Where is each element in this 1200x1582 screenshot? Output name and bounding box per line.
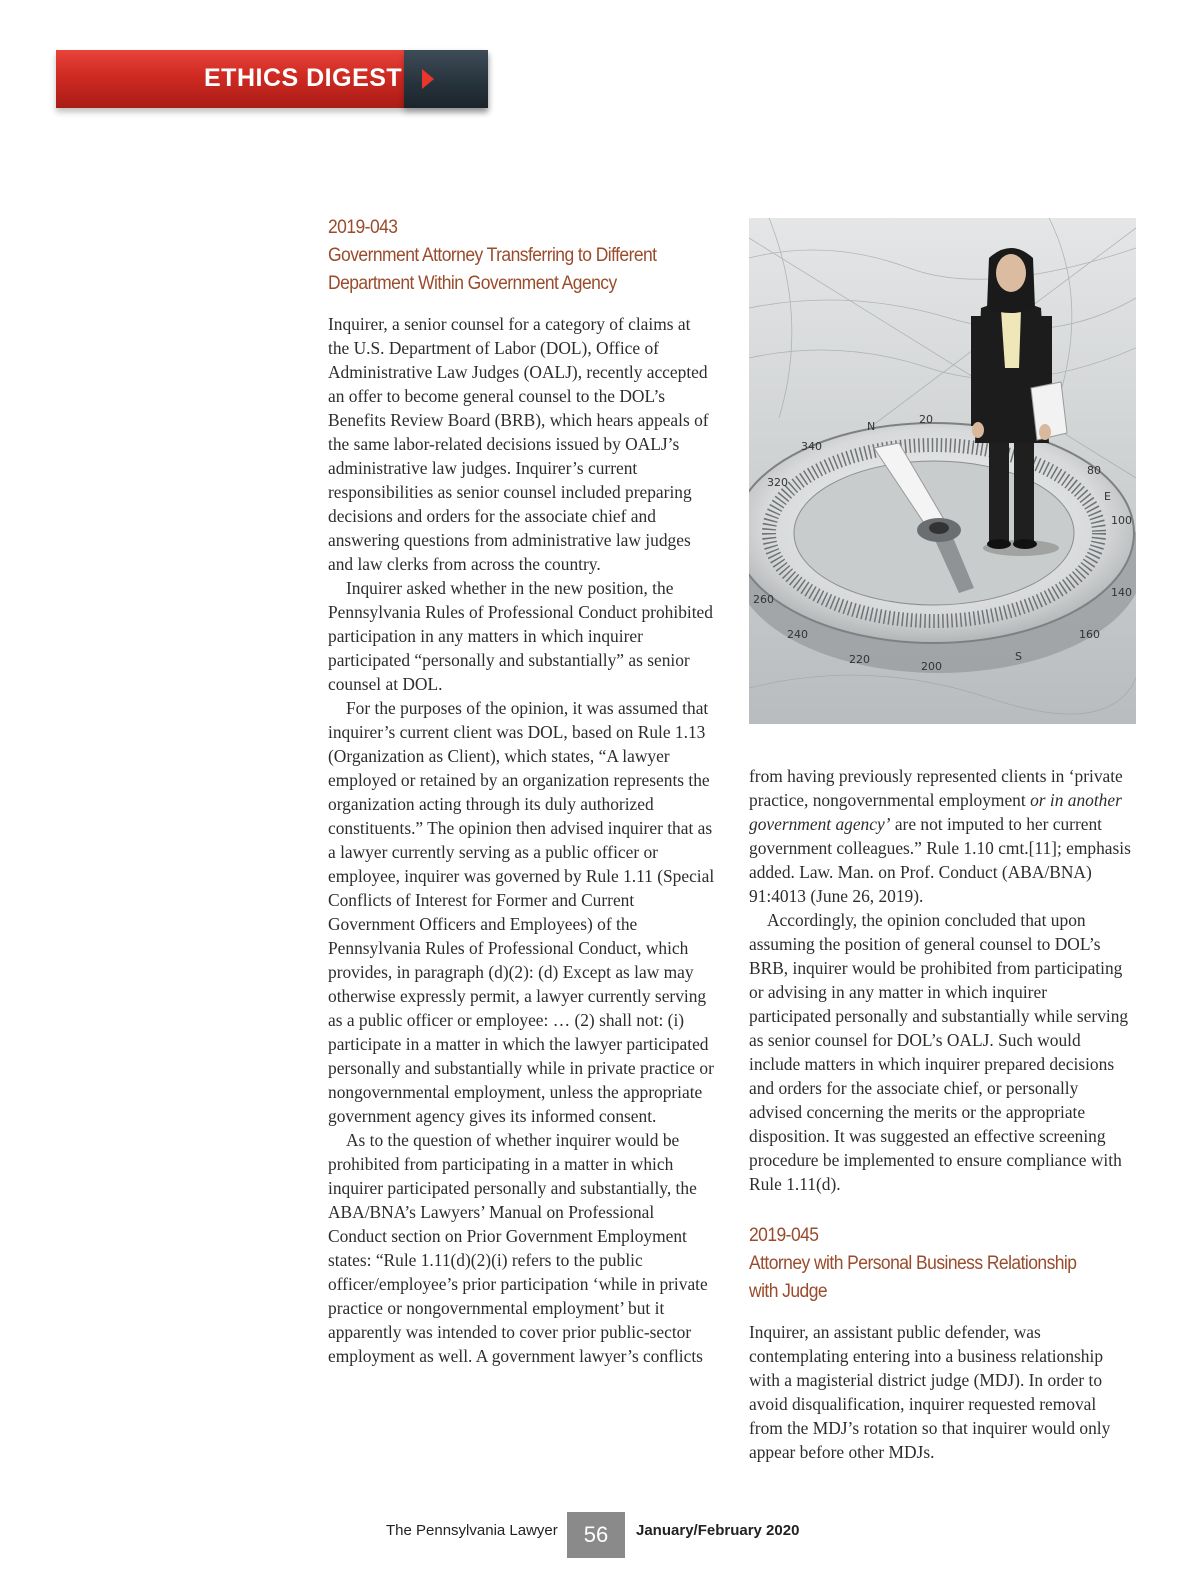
- svg-text:340: 340: [801, 440, 822, 453]
- svg-text:220: 220: [849, 653, 870, 666]
- paragraph: Accordingly, the opinion concluded that upon assuming the position of general counsel to DOL’s BRB, inquirer would be prohibited from participating or advising in any matter in which inquirer participated personally and substantially while serving as senior counsel for DOL’s OALJ. Such would include matters in which inquirer prepared decisions and orders for the associate chief, or personally advised concerning the merits or the appropriate disposition. It was suggested an effective screening procedure be implemented to ensure compliance with Rule 1.11(d).: [749, 910, 1129, 1194]
- svg-text:100: 100: [1111, 514, 1132, 527]
- emphasis-text: or in another government agency’: [749, 790, 1122, 834]
- woman-standing-on-compass-photo: [749, 218, 1136, 724]
- publication-name: The Pennsylvania Lawyer: [386, 1522, 558, 1539]
- svg-text:200: 200: [921, 660, 942, 673]
- paragraph: Inquirer asked whether in the new position, the Pennsylvania Rules of Professional Conduct prohibited participation in any matters in which inquirer participated “personally and substantially” as senior counsel at DOL.: [328, 578, 713, 694]
- paragraph: For the purposes of the opinion, it was assumed that inquirer’s current client was DOL, based on Rule 1.13 (Organization as Client), which states, “A lawyer employed or retained by an organization represents the organization acting through its duly authorized constituents.” The opinion then advised inquirer that as a lawyer currently serving as a public officer or employee, inquirer was governed by Rule 1.11 (Special Conflicts of Interest for Former and Current Government Officers and Employees) of the Pennsylvania Rules of Professional Conduct, which provides, in paragraph (d)(2): (d) Except as law may otherwise expressly permit, a lawyer currently serving as a public officer or employee: … (2) shall not: (i) participate in a matter in which the lawyer participated personally and substantially while in private practice or nongovernmental employment, unless the appropriate government agency gives its informed consent.: [328, 698, 715, 1126]
- svg-text:140: 140: [1111, 586, 1132, 599]
- paragraph: Inquirer, a senior counsel for a category of claims at the U.S. Department of Labor (DOL), Office of Administrative Law Judges (OALJ), recently accepted an offer to become general counsel to the DOL’s Benefits Review Board (BRB), which hears appeals of the same labor-related decisions issued by OALJ’s administrative law judges. Inquirer’s current responsibilities as senior counsel included preparing decisions and orders for the associate chief and answering questions from administrative law judges and law clerks from across the country.: [328, 314, 709, 574]
- opinion-number: 2019-045: [749, 1225, 819, 1246]
- svg-text:N: N: [867, 420, 876, 433]
- paragraph: [749, 764, 1133, 908]
- paragraph: Inquirer, an assistant public defender, was contemplating entering into a business relationship with a magisterial district judge (MDJ). In order to avoid disqualification, inquirer requested removal from the MDJ’s rotation so that inquirer would only appear before other MDJs.: [749, 1322, 1111, 1462]
- svg-text:S: S: [1015, 650, 1022, 663]
- svg-text:E: E: [1104, 490, 1111, 503]
- paragraph: As to the question of whether inquirer would be prohibited from participating in a matter in which inquirer participated personally and substantially, the ABA/BNA’s Lawyers’ Manual on Professional Conduct section on Prior Government Employment states: “Rule 1.11(d)(2)(i) refers to the public officer/employee’s prior participation ‘while in private practice or nongovernmental employment’ but it apparently was intended to cover prior public-sector employment as well. A government lawyer’s conflicts: [328, 1130, 708, 1366]
- section-banner-end: [404, 50, 488, 108]
- page-number: 56: [567, 1512, 625, 1558]
- section-title: ETHICS DIGEST: [204, 64, 403, 92]
- svg-text:80: 80: [1087, 464, 1101, 477]
- opinion-title: Government Attorney Transferring to Different Department Within Government Agency: [328, 245, 657, 294]
- svg-text:320: 320: [767, 476, 788, 489]
- article-column-left: [328, 214, 716, 1368]
- svg-text:240: 240: [787, 628, 808, 641]
- article-column-right-top: [749, 764, 1133, 1196]
- continuation-text: are not imputed to her current government colleagues.” Rule 1.10 cmt.[11]; emphasis added. Law. Man. on Prof. Conduct (ABA/BNA) 91:4013 (June 26, 2019).: [749, 814, 1131, 906]
- opinion-number: 2019-043: [328, 217, 398, 238]
- continuation-text: from having previously represented clients in ‘private practice, nongovernmental employment: [749, 766, 1123, 810]
- issue-date: January/February 2020: [636, 1522, 800, 1539]
- svg-text:260: 260: [753, 593, 774, 606]
- article-column-right-bottom: [749, 1222, 1133, 1464]
- opinion-title: Attorney with Personal Business Relationship with Judge: [749, 1253, 1077, 1302]
- svg-text:160: 160: [1079, 628, 1100, 641]
- svg-text:20: 20: [919, 413, 933, 426]
- arrow-right-icon: [422, 69, 434, 89]
